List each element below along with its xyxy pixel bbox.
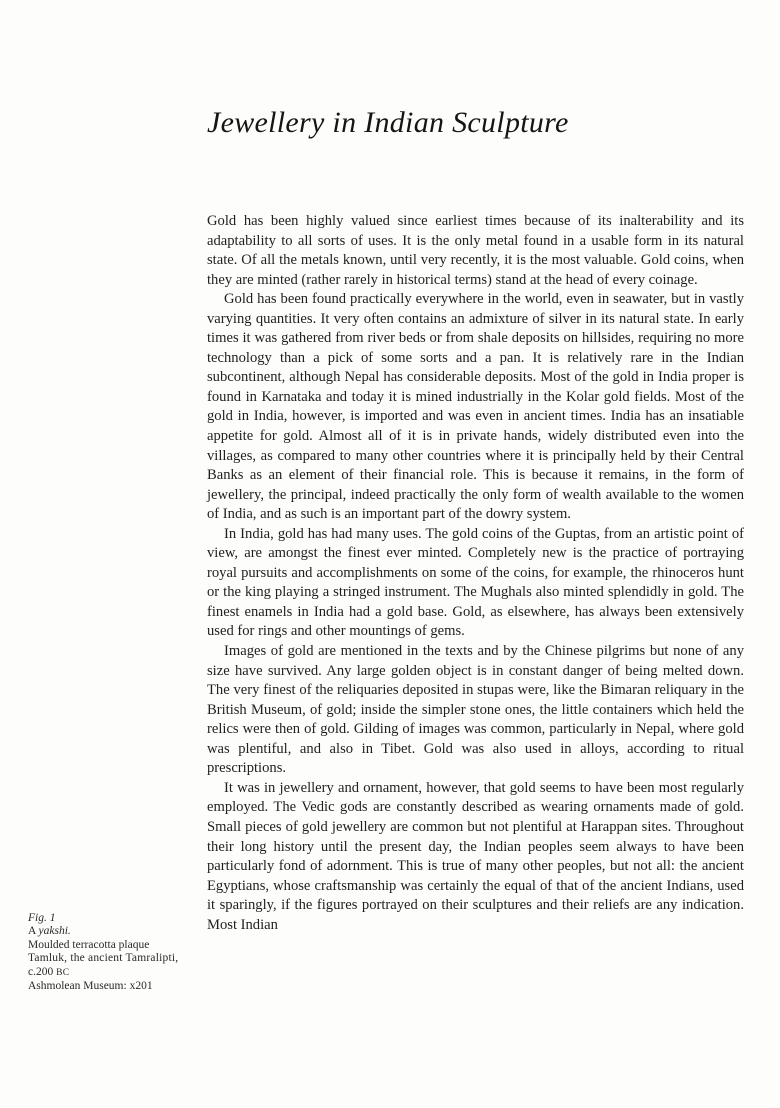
caption-date-prefix: c.200	[28, 965, 57, 978]
body-paragraph: Gold has been found practically everywhere in the world, even in seawater, but in vastly varying quantities. It very often contains an admixture of silver in its natural state. In early times it was gathered from river beds or from shale deposits on hillsides, requiring no more technology than a pick of some sorts and a pan. It is relatively rare in the Indian subcontinent, although Nepal has considerable deposits. Most of the gold in India proper is found in Karnataka and today it is mined industrially in the Kolar gold fields. Most of the gold in India, however, is imported and was even in ancient times. India has an insatiable appetite for gold. Almost all of it is in private hands, widely distributed even into the villages, as compared to many other countries where it is principally held by their Central Banks as an element of their financial role. This is because it remains, in the form of jewellery, the principal, indeed practically the only form of wealth available to the women of India, and as such is an important part of the dowry system.	[207, 291, 744, 523]
body-paragraph: Gold has been highly valued since earliest times because of its inalterability and its adaptability to all sorts of uses. It is the only metal found in a usable form in its natural state. Of all the metals known, until very recently, it is the most valuable. Gold coins, when they are minted (rather rarely in historical terms) stand at the head of every coinage.	[207, 213, 744, 288]
body-paragraph: It was in jewellery and ornament, however, that gold seems to have been most regularly employed. The Vedic gods are constantly described as wearing ornaments made of gold. Small pieces of gold jewellery are common but not plentiful at Harappan sites. Throughout their long history until the present day, the Indian peoples seem always to have been particularly fond of adornment. This is true of many other peoples, but not all: the ancient Egyptians, whose craftsmanship was certainly the equal of that of the ancient Indians, used it sparingly, if the figures portrayed on their sculptures and their reliefs are any indication. Most Indian	[207, 779, 744, 933]
caption-date-era: BC	[56, 967, 70, 978]
caption-subject	[28, 925, 200, 938]
caption-subject-italic: yakshi.	[38, 925, 71, 938]
body-paragraph: Images of gold are mentioned in the texts and by the Chinese pilgrims but none of any size have survived. Any large golden object is in constant danger of being melted down. The very finest of the reliquaries deposited in stupas were, like the Bimaran reliquary in the British Museum, of gold; inside the simpler stone ones, the little containers which held the relics were then of gold. Gilding of images was common, particularly in Nepal, where gold was plentiful, and also in Tibet. Gold was also used in alloys, according to ritual prescriptions.	[207, 643, 744, 777]
caption-medium: Moulded terracotta plaque	[28, 938, 150, 951]
body-text-block	[207, 212, 744, 935]
caption-date	[28, 966, 200, 980]
caption-fig-label: Fig. 1	[28, 912, 56, 924]
caption-provenance: Tamluk, the ancient Tamralipti,	[28, 952, 179, 965]
caption-museum: Ashmolean Museum: x201	[28, 980, 153, 993]
body-paragraph: In India, gold has had many uses. The gold coins of the Guptas, from an artistic point of view, are amongst the finest ever minted. Completely new is the practice of portraying royal pursuits and accomplishments on some of the coins, for example, the rhinoceros hunt or the king playing a stringed instrument. The Mughals also minted splendidly in gold. The finest enamels in India had a gold base. Gold, as elsewhere, has always been extensively used for rings and other mountings of gems.	[207, 525, 744, 640]
page-title: Jewellery in Indian Sculpture	[207, 106, 569, 139]
figure-caption	[28, 912, 200, 993]
caption-subject-prefix: A	[28, 925, 39, 938]
